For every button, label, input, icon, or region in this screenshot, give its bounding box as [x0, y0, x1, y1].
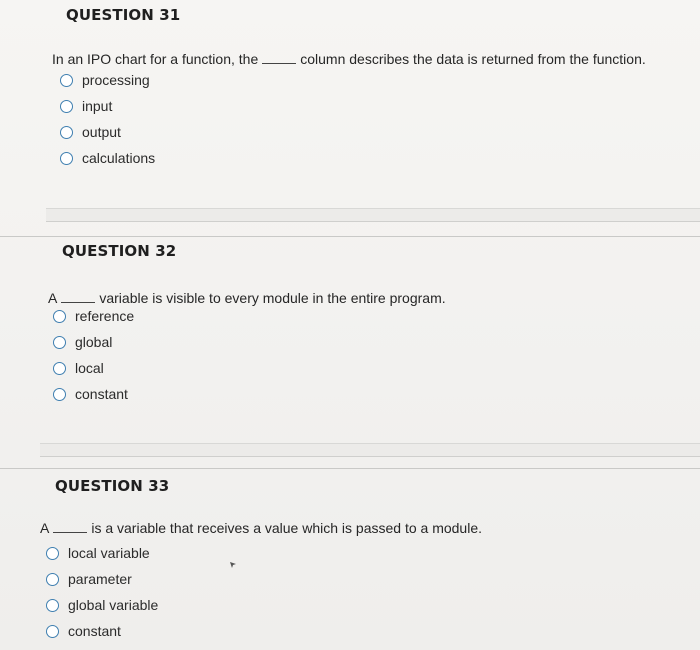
separator-band	[46, 209, 700, 221]
option-global[interactable]	[53, 329, 134, 355]
question-31-options	[60, 67, 155, 171]
radio-button[interactable]	[46, 599, 59, 612]
option-input[interactable]	[60, 93, 155, 119]
question-31-title: QUESTION 31	[66, 6, 181, 24]
option-label: parameter	[68, 571, 132, 587]
question-33-options	[46, 540, 158, 644]
divider	[0, 236, 700, 237]
radio-button[interactable]	[53, 336, 66, 349]
option-label: output	[82, 124, 121, 140]
radio-button[interactable]	[60, 74, 73, 87]
radio-button[interactable]	[46, 625, 59, 638]
question-31-blank	[262, 52, 296, 64]
question-33-prompt	[40, 520, 482, 536]
question-32-options	[53, 303, 134, 407]
mouse-cursor-icon	[229, 561, 237, 569]
option-label: input	[82, 98, 113, 114]
radio-button[interactable]	[60, 126, 73, 139]
question-33-prompt-after: is a variable that receives a value which is passed to a module.	[91, 520, 482, 536]
question-31-prompt-before: In an IPO chart for a function, the	[52, 51, 259, 67]
question-32-prompt-after: variable is visible to every module in the entire program.	[99, 290, 446, 306]
divider	[40, 456, 700, 457]
option-global-variable[interactable]	[46, 592, 158, 618]
option-constant[interactable]	[46, 618, 158, 644]
question-32-blank	[61, 291, 95, 303]
question-33-prompt-before: A	[40, 520, 50, 536]
option-local-variable[interactable]	[46, 540, 158, 566]
option-label: global	[75, 334, 113, 350]
radio-button[interactable]	[46, 547, 59, 560]
question-32-prompt-before: A	[48, 290, 58, 306]
option-label: reference	[75, 308, 135, 324]
divider	[46, 221, 700, 222]
option-processing[interactable]	[60, 67, 155, 93]
divider	[0, 468, 700, 469]
question-33-title: QUESTION 33	[55, 477, 170, 495]
radio-button[interactable]	[46, 573, 59, 586]
option-label: local	[75, 360, 104, 376]
radio-button[interactable]	[53, 388, 66, 401]
option-label: processing	[82, 72, 150, 88]
option-local[interactable]	[53, 355, 134, 381]
question-32-title: QUESTION 32	[62, 242, 177, 260]
option-label: global variable	[68, 597, 159, 613]
option-label: constant	[68, 623, 121, 639]
radio-button[interactable]	[60, 152, 73, 165]
option-parameter[interactable]	[46, 566, 158, 592]
radio-button[interactable]	[53, 362, 66, 375]
option-calculations[interactable]	[60, 145, 155, 171]
radio-button[interactable]	[53, 310, 66, 323]
option-constant[interactable]	[53, 381, 134, 407]
separator-band	[40, 444, 700, 456]
radio-button[interactable]	[60, 100, 73, 113]
option-label: constant	[75, 386, 128, 402]
question-33-blank	[53, 521, 87, 533]
option-output[interactable]	[60, 119, 155, 145]
option-label: local variable	[68, 545, 150, 561]
option-reference[interactable]	[53, 303, 134, 329]
question-31-prompt	[52, 51, 646, 67]
question-31-prompt-after: column describes the data is returned from the function.	[300, 51, 646, 67]
option-label: calculations	[82, 150, 156, 166]
